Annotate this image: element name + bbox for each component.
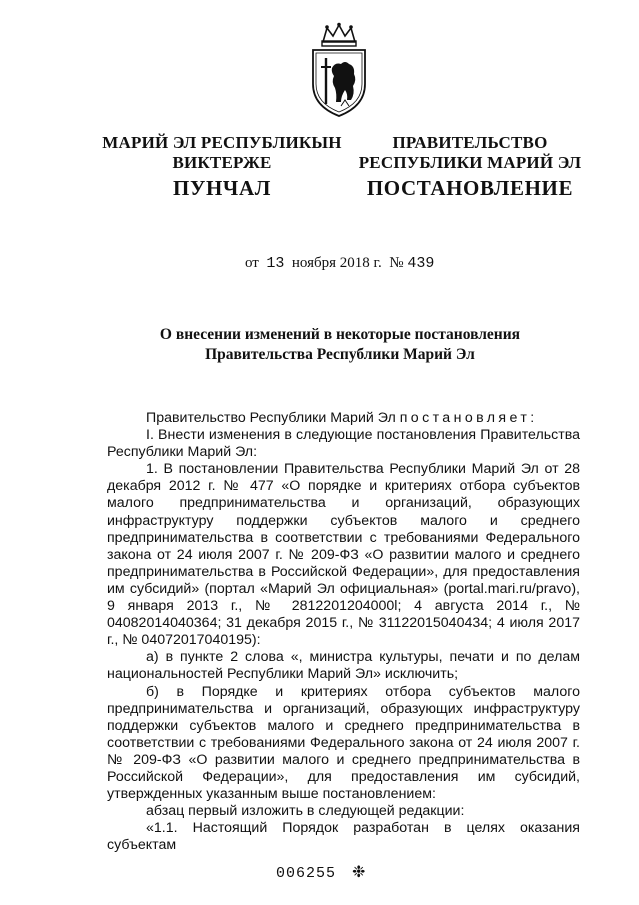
header-left-line1: МАРИЙ ЭЛ РЕСПУБЛИКЫН [102,133,342,152]
number-sign: № [389,255,404,271]
intro-spaced-word: постановляет: [399,410,538,426]
header-right [352,133,588,173]
doc-number: 439 [407,255,435,272]
header-right-line2: РЕСПУБЛИКИ МАРИЙ ЭЛ [358,153,582,172]
paragraph-4: б) в Порядке и критериях отбора субъектов малого предпринимательства и организаций, образующих инфраструктуру поддержки субъектов малого и среднего предпринимательства в соответствии с требованиями Федерального закона от 24 июля 2007 г. № 209-ФЗ «О развитии малого и среднего предпринимательства в Российской Федерации», для предоставления им субсидий, утвержденных указанным выше постановлением: [107,683,580,803]
serial-number: 006255 [276,865,337,882]
doc-type-left: ПУНЧАЛ [173,176,271,200]
date-month-year: ноября 2018 г. [291,255,382,271]
header-right-line1: ПРАВИТЕЛЬСТВО [392,133,548,152]
paragraph-5: абзац первый изложить в следующей редакции: [146,803,465,820]
document-title [80,325,600,365]
paragraph-3: а) в пункте 2 слова «, министра культуры, печати и по делам национальностей Республики Марий Эл» исключить; [107,649,580,683]
coat-of-arms-icon [301,22,377,118]
title-line1: О внесении изменений в некоторые постановления [159,326,521,343]
paragraph-1: I. Внести изменения в следующие постановления Правительства Республики Марий Эл: [107,427,580,461]
header-left-line2: ВИКТЕРЖЕ [172,153,272,172]
paragraph-6: «1.1. Настоящий Порядок разработан в целях оказания субъектам [107,820,580,854]
document-body [107,410,580,854]
intro-text: Правительство Республики Марий Эл [146,410,396,426]
header-left [102,133,342,173]
asterisk-mark-icon: ❉ [352,864,366,881]
date-day: 13 [266,255,285,272]
dateline [245,255,434,272]
doc-type-right: ПОСТАНОВЛЕНИЕ [366,176,574,200]
body-intro [107,410,580,427]
paragraph-2: 1. В постановлении Правительства Республики Марий Эл от 28 декабря 2012 г. № 477 «О порядке и критериях отбора субъектов малого предпринимательства и организаций, образующих инфраструктуру поддержки субъектов малого и среднего предпринимательства в соответствии с требованиями Федерального закона от 24 июля 2007 г. № 209-ФЗ «О развитии малого и среднего предпринимательства в Российской Федерации», для предоставления им субсидий» (портал «Марий Эл официальная» (portal.mari.ru/pravo), 9 января 2013 г., № 2812201204000l; 4 августа 2014 г., № 04082014040364; 31 декабря 2015 г., № 31122015040434; 4 июля 2017 г., № 04072017040195): [107,461,580,649]
date-prefix: от [245,255,259,271]
title-line2: Правительства Республики Марий Эл [205,346,475,363]
